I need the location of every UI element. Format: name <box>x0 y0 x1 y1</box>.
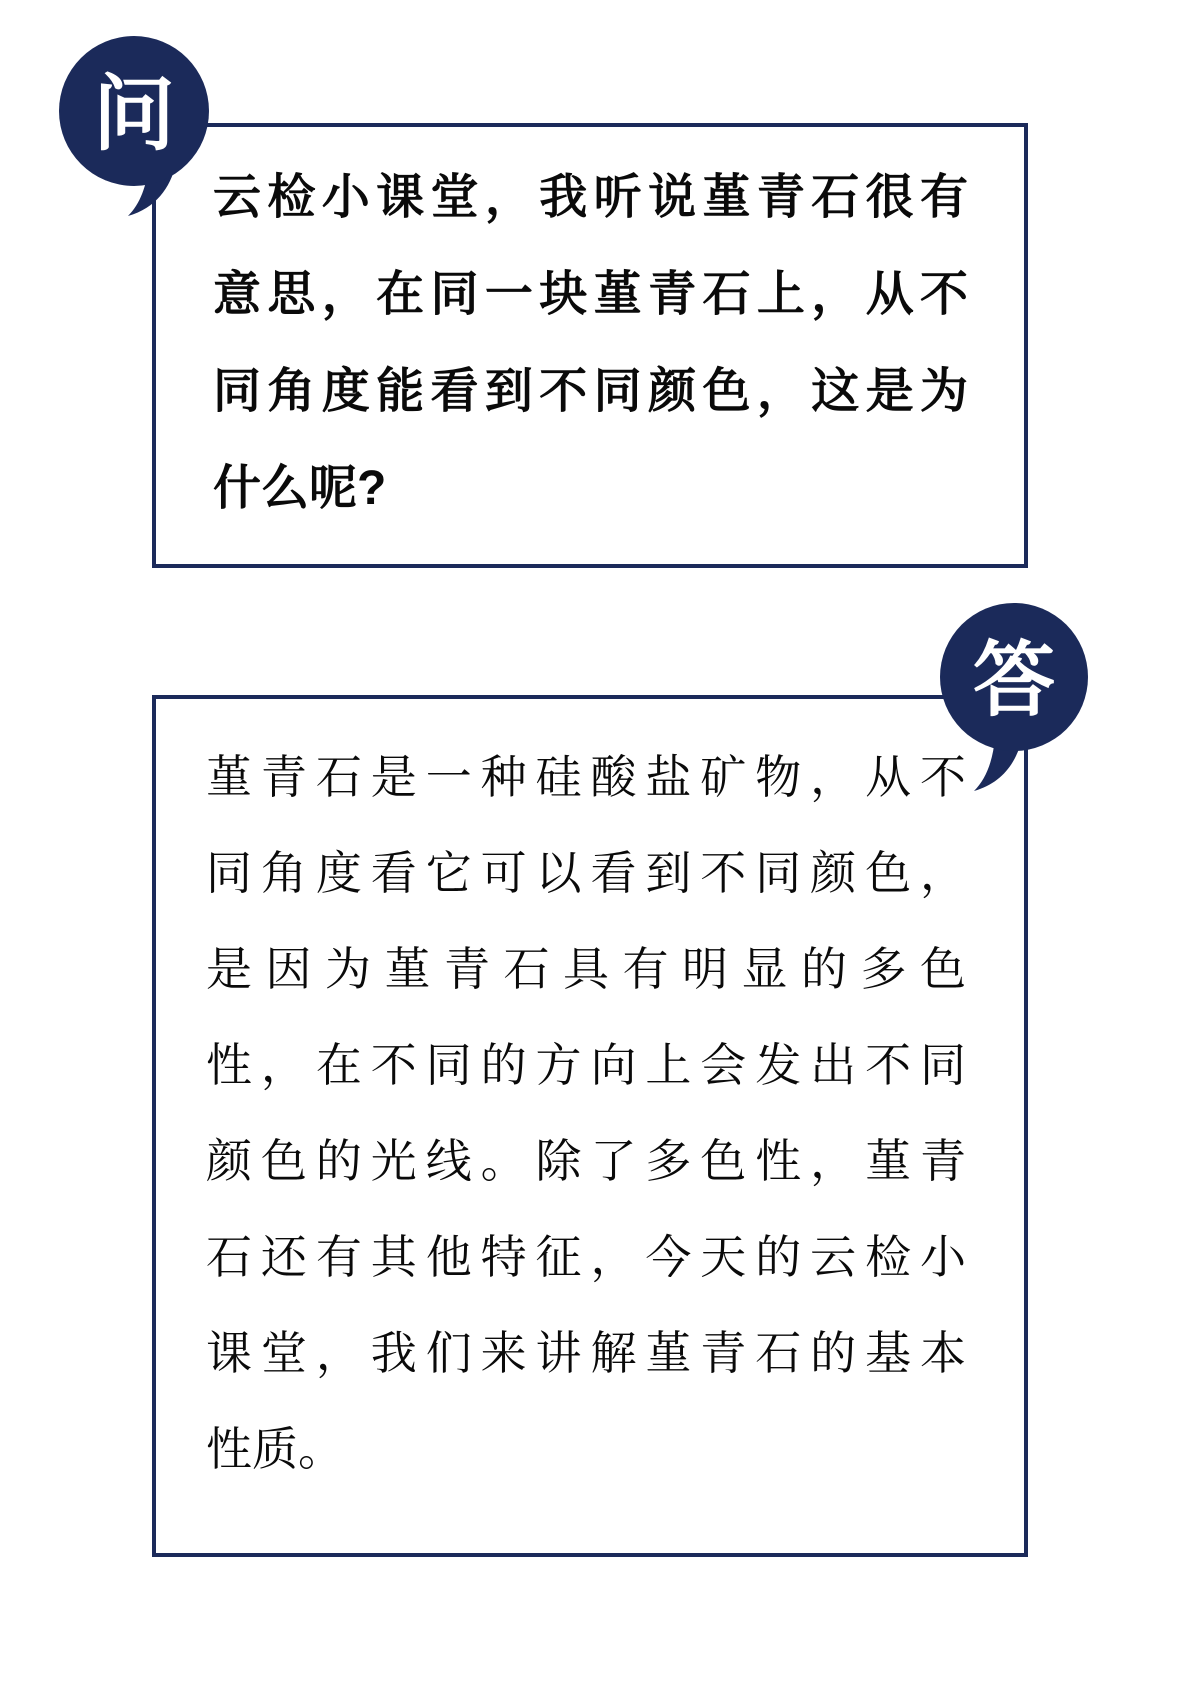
question-box <box>152 123 1028 568</box>
answer-line: 性质。 <box>206 1423 344 1475</box>
answer-line: 课堂，我们来讲解堇青石的基本 <box>206 1327 966 1379</box>
answer-bubble-label: 答 <box>972 635 1055 726</box>
question-line: 什么呢? <box>213 462 387 515</box>
question-line: 云检小课堂，我听说堇青石很有 <box>213 171 968 224</box>
answer-line: 是因为堇青石具有明显的多色 <box>206 943 966 995</box>
answer-line: 颜色的光线。除了多色性，堇青 <box>206 1135 966 1187</box>
answer-line: 同角度看它可以看到不同颜色， <box>206 847 966 899</box>
question-bubble-label: 问 <box>92 69 175 160</box>
question-bubble-circle <box>59 36 209 186</box>
answer-line: 堇青石是一种硅酸盐矿物，从不 <box>206 751 966 803</box>
answer-line: 石还有其他特征，今天的云检小 <box>206 1231 966 1283</box>
question-bubble <box>59 36 209 216</box>
answer-line: 性，在不同的方向上会发出不同 <box>206 1039 966 1091</box>
question-line: 同角度能看到不同颜色，这是为 <box>213 365 968 418</box>
answer-bubble-circle <box>940 603 1088 751</box>
answer-box <box>152 695 1028 1557</box>
question-line: 意思，在同一块堇青石上，从不 <box>213 268 968 321</box>
answer-bubble <box>940 603 1088 793</box>
